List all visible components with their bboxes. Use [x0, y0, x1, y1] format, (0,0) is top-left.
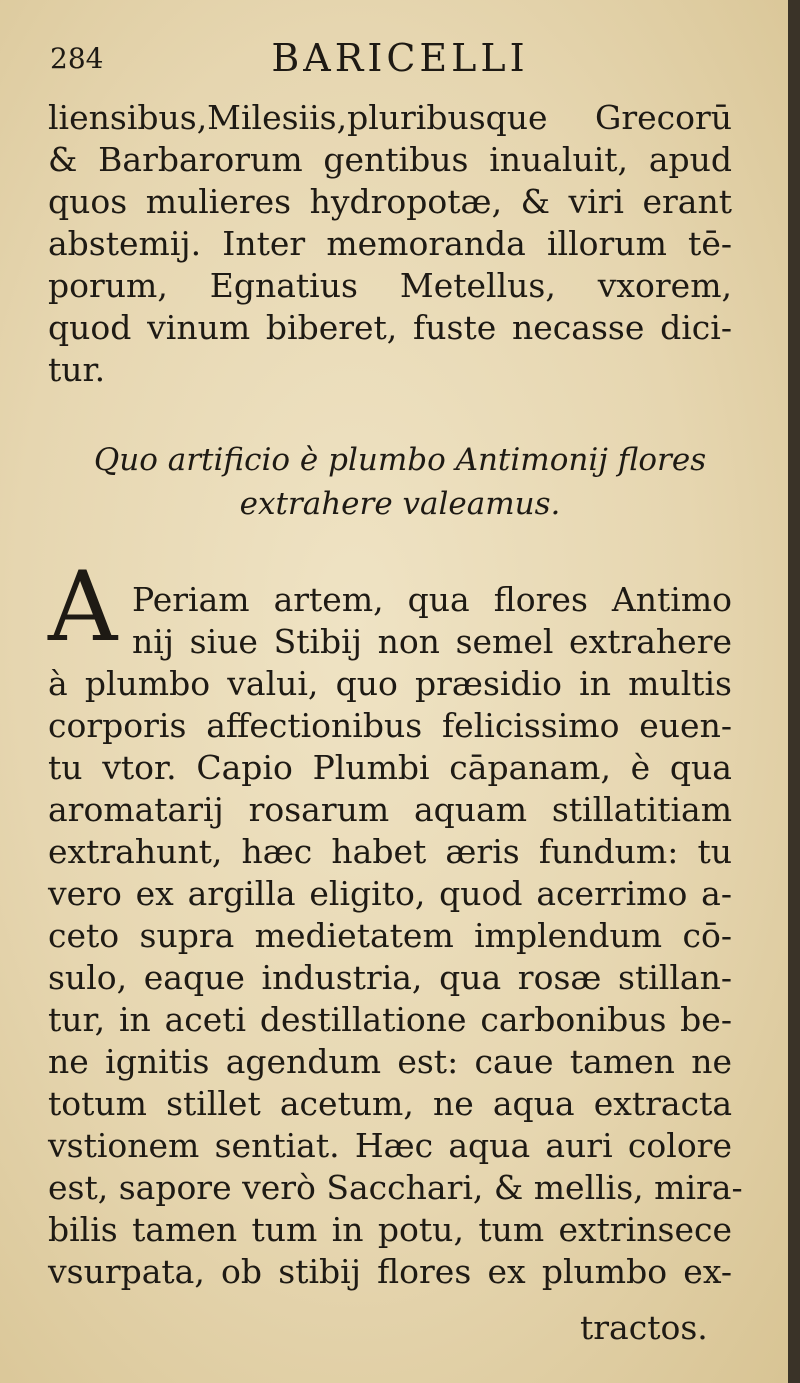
- text-line: quod vinum biberet, fuste necasse dici-: [48, 308, 732, 347]
- drop-capital: A: [48, 551, 118, 663]
- text-line: & Barbarorum gentibus inualuit, apud: [48, 140, 732, 179]
- text-line: corporis affectionibus felicissimo euen-: [48, 706, 732, 745]
- text-line: ceto supra medietatem implendum cō-: [48, 916, 732, 955]
- text-line: ne ignitis agendum est: caue tamen ne: [48, 1042, 732, 1081]
- catchword: tractos.: [580, 1308, 708, 1347]
- text-line: nij siue Stibij non semel extrahere: [132, 622, 732, 661]
- running-head: BARICELLI: [271, 36, 529, 80]
- text-line: Periam artem, qua flores Antimo: [132, 580, 732, 619]
- text-line: vsurpata, ob stibij flores ex plumbo ex-: [48, 1252, 732, 1291]
- section-heading: Quo artificio è plumbo Antimonij flores: [93, 442, 707, 478]
- text-line: à plumbo valui, quo præsidio in multis: [48, 664, 732, 703]
- text-line: vero ex argilla eligito, quod acerrimo a-: [48, 874, 732, 913]
- text-line: sulo, eaque industria, qua rosæ stillan-: [48, 958, 732, 997]
- text-line: extrahunt, hæc habet æris fundum: tu: [48, 832, 732, 871]
- text-line: porum, Egnatius Metellus, vxorem,: [48, 266, 732, 305]
- text-line: tur, in aceti destillatione carbonibus be-: [48, 1000, 732, 1039]
- text-line: est, sapore verò Sacchari, & mellis, mira-: [48, 1168, 743, 1207]
- text-line: liensibus,Milesiis,pluribusque Grecorū: [48, 98, 732, 137]
- text-line: bilis tamen tum in potu, tum extrinsece: [48, 1210, 732, 1249]
- text-line: totum stillet acetum, ne aqua extracta: [48, 1084, 732, 1123]
- text-line: quos mulieres hydropotæ, & viri erant: [48, 182, 732, 221]
- text-line: aromatarij rosarum aquam stillatitiam: [48, 790, 732, 829]
- text-line: tu vtor. Capio Plumbi cāpanam, è qua: [48, 748, 732, 787]
- text-line: tur.: [48, 350, 106, 389]
- text-line: vstionem sentiat. Hæc aqua auri colore: [48, 1126, 732, 1165]
- page-edge: [788, 0, 800, 1383]
- page-number: 284: [50, 42, 104, 75]
- section-heading-continued: extrahere valeamus.: [239, 486, 561, 522]
- text-line: abstemij. Inter memoranda illorum tē-: [48, 224, 732, 263]
- page-header: [50, 36, 750, 86]
